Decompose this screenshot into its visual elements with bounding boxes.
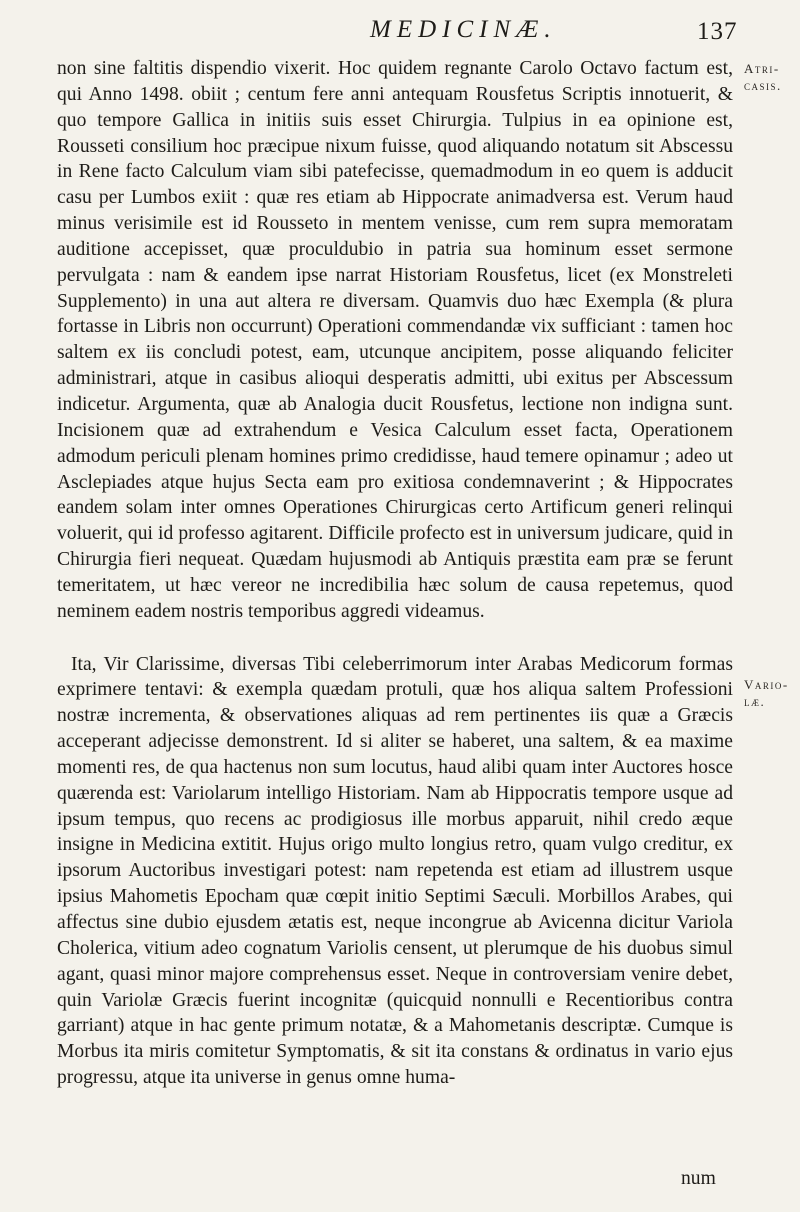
margin-note-atricasis: Atri- casis. (744, 61, 782, 93)
paragraph-1: non sine faltitis dispendio vixerit. Hoc quidem regnante Carolo Octavo factum est, qui Anno 1498. obiit ; centum fere anni antequam Rousfetus Scriptis innotuerit, & quo tempore Gallica in initiis suis esset Chirurgia. Tulpius in ea opinione est, Rousseti consilium hoc præcipue nixum fuisse, quod aliquando notatum sit Abscessu in Rene facto Calculum viam sibi patefecisse, quemadmodum in eo quem is adducit casu per Lumbos exiit : quæ res etiam ab Hippocrate animadversa est. Verum haud minus verisimile est id Rousseto in mentem venisse, cum rem supra memoratam auditione accepisset, quæ proculdubio in patria sua hominum esset sermone pervulgata : nam & eandem ipse narrat Historiam Rousfetus, licet (ex Monstreleti Supplemento) in una aut altera re diversam. Quamvis duo hæc Exempla (& plura fortasse in Libris non occurrunt) Operationi commendandæ vix sufficiant : tamen hoc saltem ex iis concludi potest, eam, utcunque ancipitem, posse aliquando feliciter administrari, atque in casibus alioqui desperatis admitti, ubi exitus per Abscessum indicetur. Argumenta, quæ ab Analogia ducit Rousfetus, lectione non indigna sunt. Incisionem quæ ad extrahendum e Vesica Calculum esset facta, Operationem admodum periculi plenam homines primo credidisse, haud temere opinamur ; adeo ut Asclepiades atque hujus Secta eam pro exitiosa condemnaverint ; & Hippocrates eandem solam inter omnes Operationes Chirurgicas certo Artificum generi relinqui voluerit, qui id professo agitarent. Difficile profecto est in universum judicare, quid in Chirurgia fieri nequeat. Quædam hujusmodi ab Antiquis præstita eam præ se ferunt temeritatem, ut hæc vereor ne incredibilia hæc solum de causa repetemus, quod neminem eadem nostris temporibus aggredi videamus. (57, 58, 733, 622)
body-text (57, 56, 733, 1091)
running-head (0, 10, 800, 54)
margin-note-variolae: Vario- læ. (744, 677, 789, 709)
page-number: 137 (697, 18, 738, 45)
running-title: MEDICINÆ. (370, 16, 557, 43)
paragraph-2: Ita, Vir Clarissime, diversas Tibi celeberrimorum inter Arabas Medicorum formas exprimere tentavi: & exempla quædam protuli, quæ hos aliqua saltem Professioni nostræ incrementa, & observationes aliquas ad rem pertinentes iis quæ a Græcis acceperant adjecisse demonstrent. Id si aliter se haberet, una saltem, & ea maxime momenti res, de qua hactenus non sum locutus, haud alibi quam inter Auctores hosce quærenda est: Variolarum intelligo Historiam. Nam ab Hippocratis tempore usque ad ipsum tempus, quo recens ac prodigiosus ille morbus apparuit, nihil credo æque insigne in Medicina extitit. Hujus origo multo longius retro, quam vulgo creditur, ex ipsorum Auctoribus investigari potest: nam repetenda est etiam ad illustrem usque ipsius Mahometis Epocham quæ cœpit initio Septimi Sæculi. Morbillos Arabes, qui affectus sine dubio ejusdem ætatis est, neque incongrue ab Avicenna dicitur Variola Cholerica, vitium adeo cognatum Variolis censent, ut plerumque de his duobus simul agant, quasi minor majore comprehensus esset. Neque in controversiam venire debet, quin Variolæ Græcis fuerint incognitæ (quicquid nonnulli e Recentioribus contra garriant) atque in hac gente primum notatæ, & a Mahometanis descriptæ. Cumque is Morbus ita miris comitetur Symptomatis, & sit ita constans & ordinatus in vario ejus progressu, atque ita universe in genus omne huma- (57, 653, 733, 1089)
catchword: num (681, 1168, 716, 1189)
